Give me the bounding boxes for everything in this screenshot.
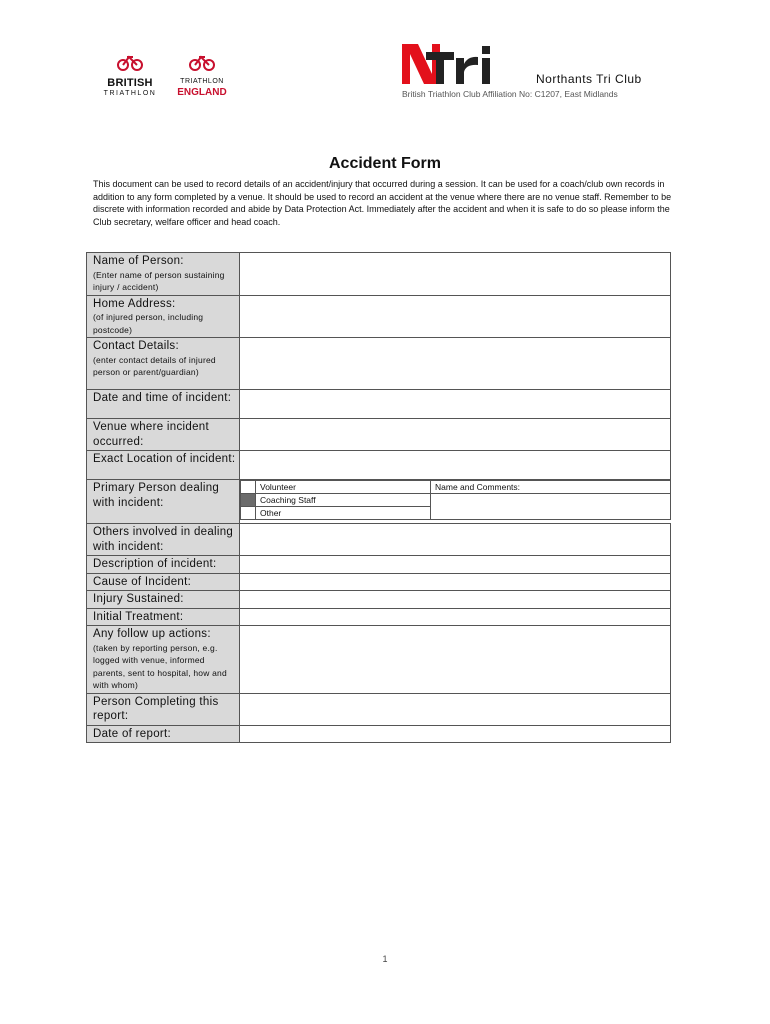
venue-label-cell <box>87 419 240 451</box>
form-row-others <box>87 524 671 556</box>
form-row-venue <box>87 419 671 451</box>
datetime-field[interactable] <box>240 390 671 419</box>
address-label: Home Address: <box>93 297 176 310</box>
treatment-field[interactable] <box>240 608 671 626</box>
contact-label-cell <box>87 338 240 390</box>
cyclist-icon <box>115 52 145 72</box>
coaching-staff-checkbox[interactable] <box>241 494 256 507</box>
primary-options-cell <box>240 480 671 524</box>
comments-label: Name and Comments: <box>431 481 671 494</box>
form-row-datetime <box>87 390 671 419</box>
injury-field[interactable] <box>240 591 671 609</box>
logo-text: BRITISH <box>107 77 153 89</box>
completing-label-cell <box>87 693 240 725</box>
form-row-address <box>87 295 671 338</box>
address-field[interactable] <box>240 295 671 338</box>
logo-text: TRIATHLON <box>103 90 157 97</box>
form-row-description <box>87 556 671 574</box>
followup-label: Any follow up actions: <box>93 628 211 640</box>
others-field[interactable] <box>240 524 671 556</box>
treatment-label-cell <box>87 608 240 626</box>
club-name: Northants Tri Club <box>536 72 642 86</box>
location-label: Exact Location of incident: <box>93 453 236 465</box>
venue-label: Venue where incident occurred: <box>93 421 209 448</box>
date-label: Date of report: <box>93 727 172 740</box>
form-row-cause <box>87 573 671 591</box>
form-row-followup <box>87 626 671 694</box>
followup-label-cell <box>87 626 240 694</box>
ntri-logo <box>402 42 494 86</box>
name-label: Name of Person: <box>93 255 184 267</box>
primary-options-table <box>240 480 671 520</box>
cause-label-cell <box>87 573 240 591</box>
affiliation-text: British Triathlon Club Affiliation No: C1207, East Midlands <box>402 89 618 99</box>
datetime-label-cell <box>87 390 240 419</box>
cause-label: Cause of Incident: <box>93 575 192 588</box>
form-row-injury <box>87 591 671 609</box>
logo-text: ENGLAND <box>177 87 227 98</box>
name-field[interactable] <box>240 253 671 296</box>
others-label-cell <box>87 524 240 556</box>
other-checkbox[interactable] <box>241 507 256 520</box>
description-field[interactable] <box>240 556 671 574</box>
address-hint: (of injured person, including postcode) <box>93 312 204 335</box>
comments-field[interactable] <box>431 494 671 520</box>
contact-hint: (enter contact details of injured person or parent/guardian) <box>93 354 216 377</box>
treatment-label: Initial Treatment: <box>93 610 184 623</box>
injury-label: Injury Sustained: <box>93 593 184 605</box>
form-row-primary <box>87 480 671 524</box>
description-label: Description of incident: <box>93 558 217 570</box>
british-triathlon-logo <box>100 52 160 98</box>
address-label-cell <box>87 295 240 338</box>
form-row-date <box>87 725 671 743</box>
completing-field[interactable] <box>240 693 671 725</box>
logo-text: TRIATHLON <box>180 78 224 85</box>
name-label-cell <box>87 253 240 296</box>
location-label-cell <box>87 451 240 480</box>
form-row-contact <box>87 338 671 390</box>
description-label-cell <box>87 556 240 574</box>
other-option-label: Other <box>256 507 431 520</box>
date-label-cell <box>87 725 240 743</box>
cyclist-icon <box>187 52 217 72</box>
venue-field[interactable] <box>240 419 671 451</box>
datetime-label: Date and time of incident: <box>93 392 232 404</box>
location-field[interactable] <box>240 451 671 480</box>
contact-field[interactable] <box>240 338 671 390</box>
contact-label: Contact Details: <box>93 340 179 352</box>
cause-field[interactable] <box>240 573 671 591</box>
primary-label-cell <box>87 480 240 524</box>
form-row-treatment <box>87 608 671 626</box>
triathlon-england-logo <box>172 52 232 98</box>
intro-paragraph: This document can be used to record details of an accident/injury that occurred during a session. It can be used for a coach/club own records in addition to any form completed by a venue. It should be used to record an accident at the venue where there are no venue staff. Remember to be discrete with information recorded and abide by Data Protection Act. Immediately after the accident and when it is safe to do so please inform the Club secretary, welfare officer and head coach. <box>93 179 672 227</box>
primary-label: Primary Person dealing with incident: <box>93 482 220 509</box>
page-number: 1 <box>382 954 388 964</box>
name-hint: (Enter name of person sustaining injury / accident) <box>93 269 225 292</box>
form-row-completing <box>87 693 671 725</box>
followup-field[interactable] <box>240 626 671 694</box>
others-label: Others involved in dealing with incident: <box>93 526 234 553</box>
completing-label: Person Completing this report: <box>93 695 219 722</box>
page-title: Accident Form <box>328 155 441 172</box>
form-row-location <box>87 451 671 480</box>
date-field[interactable] <box>240 725 671 743</box>
volunteer-option-label: Volunteer <box>256 481 431 494</box>
accident-form-table <box>86 252 671 743</box>
followup-hint: (taken by reporting person, e.g. logged with venue, informed parents, sent to hospital, how and with whom) <box>93 642 227 690</box>
coaching-staff-option-label: Coaching Staff <box>256 494 431 507</box>
injury-label-cell <box>87 591 240 609</box>
volunteer-checkbox[interactable] <box>241 481 256 494</box>
form-row-name <box>87 253 671 296</box>
